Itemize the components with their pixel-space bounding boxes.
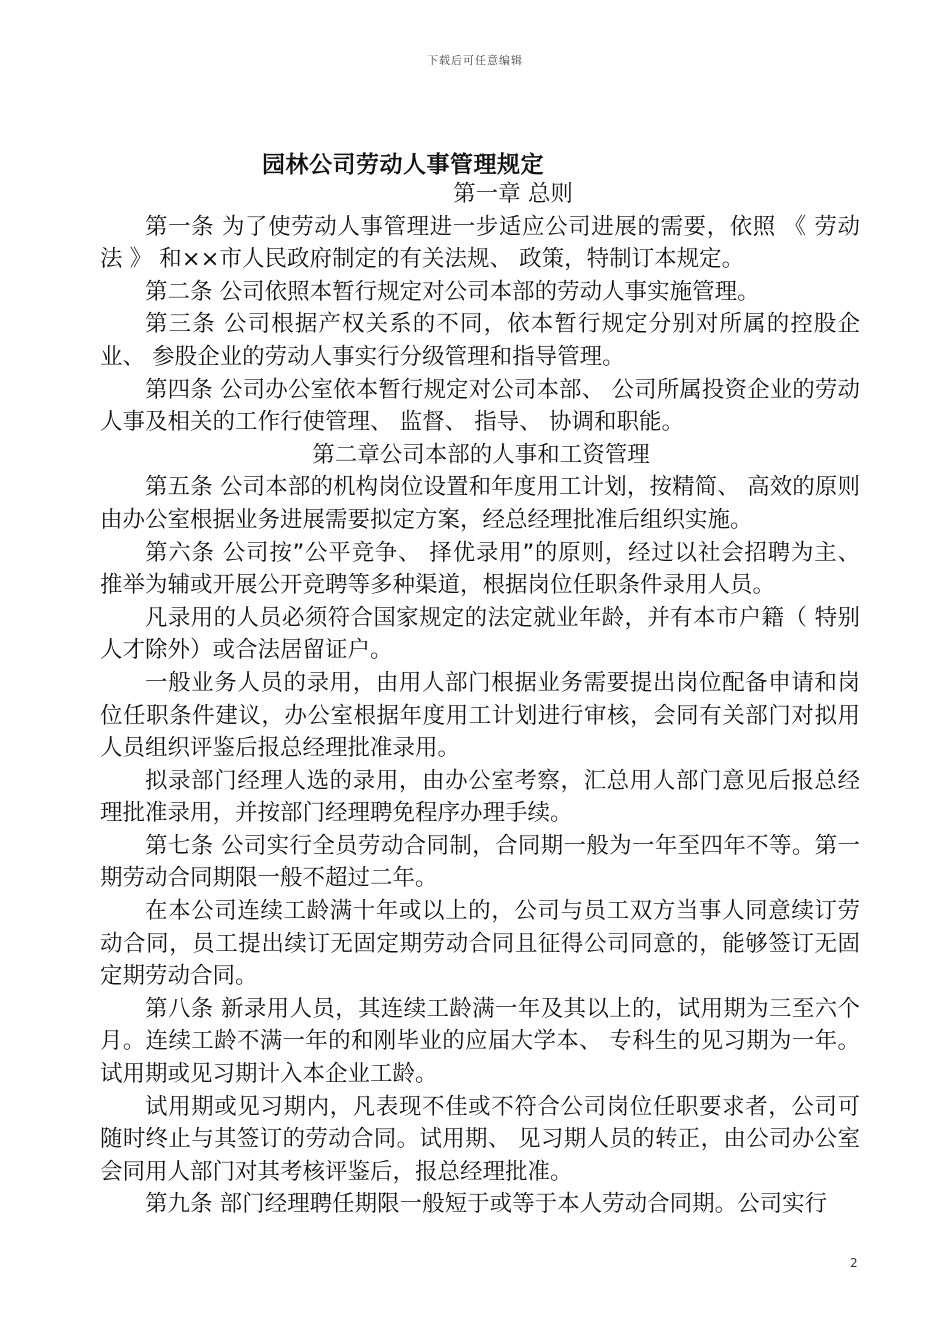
article-7-paragraph: 第七条 公司实行全员劳动合同制，合同期一般为一年至四年不等。第一期劳动合同期限一般不超过二年。 bbox=[100, 832, 860, 892]
article-4-paragraph: 第四条 公司办公室依本暂行规定对公司本部、 公司所属投资企业的劳动人事及相关的工作行使管理、 监督、 指导、 协调和职能。 bbox=[100, 376, 860, 436]
article-1-paragraph: 第一条 为了使劳动人事管理进一步适应公司进展的需要，依照 《 劳动法 》 和××市人民政府制定的有关法规、 政策，特制订本规定。 bbox=[100, 213, 860, 273]
general-staff-recruitment-paragraph: 一般业务人员的录用，由用人部门根据业务需要提出岗位配备申请和岗位任职条件建议，办公室根据年度用工计划进行审核，会同有关部门对拟用人员组织评鉴后报总经理批准录用。 bbox=[100, 669, 860, 762]
article-2-paragraph: 第二条 公司依照本暂行规定对公司本部的劳动人事实施管理。 bbox=[145, 278, 760, 305]
probation-termination-paragraph: 试用期或见习期内，凡表现不佳或不符合公司岗位任职要求者，公司可随时终止与其签订的劳动合同。试用期、 见习期人员的转正，由公司办公室会同用人部门对其考核评鉴后，报总经理批准。 bbox=[100, 1093, 860, 1185]
article-8-paragraph: 第八条 新录用人员，其连续工龄满一年及其以上的，试用期为三至六个月。连续工龄不满一年的和刚毕业的应届大学本、 专科生的见习期为一年。试用期或见习期计入本企业工龄。 bbox=[100, 995, 860, 1088]
document-title: 园林公司劳动人事管理规定 bbox=[262, 152, 544, 178]
article-9-paragraph: 第九条 部门经理聘任期限一般短于或等于本人劳动合同期。公司实行 bbox=[145, 1191, 828, 1218]
article-6-paragraph: 第六条 公司按”公平竞争、 择优录用”的原则，经过以社会招聘为主、 推举为辅或开展公开竞聘等多种渠道，根据岗位任职条件录用人员。 bbox=[100, 539, 860, 599]
document-body bbox=[100, 178, 860, 1221]
page-number: 2 bbox=[850, 1256, 858, 1270]
open-ended-contract-paragraph: 在本公司连续工龄满十年或以上的，公司与员工双方当事人同意续订劳动合同，员工提出续订无固定期劳动合同且征得公司同意的，能够签订无固定期劳动合同。 bbox=[100, 898, 860, 990]
recruitment-requirements-paragraph: 凡录用的人员必须符合国家规定的法定就业年龄，并有本市户籍（ 特别人才除外）或合法居留证户。 bbox=[100, 604, 860, 664]
page-header-note: 下载后可任意编辑 bbox=[427, 54, 523, 67]
chapter-heading-2: 第二章公司本部的人事和工资管理 bbox=[312, 441, 650, 468]
article-3-paragraph: 第三条 公司根据产权关系的不同，依本暂行规定分别对所属的控股企业、 参股企业的劳动人事实行分级管理和指导管理。 bbox=[100, 311, 860, 370]
manager-recruitment-paragraph: 拟录部门经理人选的录用，由办公室考察，汇总用人部门意见后报总经理批准录用，并按部门经理聘免程序办理手续。 bbox=[100, 767, 860, 827]
chapter-heading-1: 第一章 总则 bbox=[453, 181, 573, 207]
article-5-paragraph: 第五条 公司本部的机构岗位设置和年度用工计划，按精简、 高效的原则由办公室根据业务进展需要拟定方案，经总经理批准后组织实施。 bbox=[100, 474, 860, 533]
